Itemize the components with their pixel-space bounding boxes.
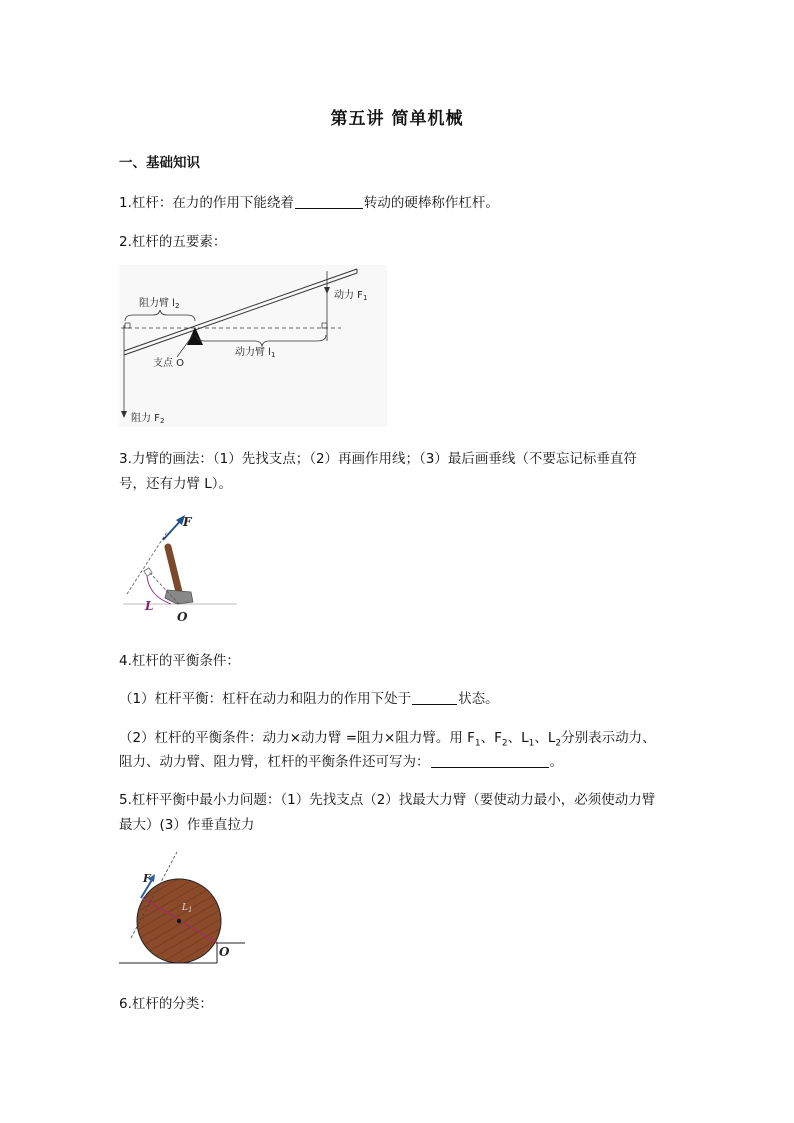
hammer-handle: [168, 547, 179, 592]
item-5-line-2: 最大）(3）作垂直拉力: [119, 817, 255, 833]
right-angle-mark-right: [322, 323, 327, 328]
force-label: F: [183, 515, 192, 529]
answer-blank-3[interactable]: [431, 753, 549, 768]
arm-label: L: [145, 599, 154, 613]
answer-blank-1[interactable]: [295, 194, 363, 209]
right-angle-mark-left: [125, 323, 130, 328]
log-center: [177, 919, 181, 923]
pivot-label: O: [177, 610, 188, 624]
right-angle-mark: [144, 568, 152, 576]
fulcrum-triangle: [187, 327, 203, 345]
lever-diagram: [119, 265, 387, 427]
effort-force-arrow: [324, 287, 330, 294]
resistance-arm-brace: [125, 310, 195, 321]
hammer-diagram: [119, 512, 243, 624]
resistance-arm-label: 阻力臂 $l_2$: [139, 298, 180, 310]
lever-bar-bottom: [124, 273, 357, 355]
item-2: 2.杠杆的五要素：: [119, 234, 227, 250]
item-4-heading: 4.杠杆的平衡条件：: [119, 653, 240, 669]
item-3-line-2: 号，还有力臂 L）。: [119, 476, 233, 492]
resistance-force-arrow: [121, 411, 127, 418]
hammer-head: [165, 590, 193, 604]
lever-diagram-svg: [119, 265, 387, 427]
item-4-p1-before: （1）杠杆平衡：杠杆在动力和阻力的作用下处于: [119, 691, 412, 707]
pivot-label: O: [219, 945, 230, 959]
item-5-line-1: 5.杠杆平衡中最小力问题：（1）先找支点（2）找最大力臂（要使动力最小，必须使动力臂: [119, 792, 656, 808]
item-3-line-1: 3.力臂的画法：（1）先找支点；（2）再画作用线；（3）最后画垂线（不要忘记标垂直符: [119, 451, 637, 467]
effort-force-label: 动力 $F_1$: [334, 290, 368, 302]
item-6: 6.杠杆的分类：: [119, 996, 213, 1012]
page-title: 第五讲 简单机械: [330, 109, 464, 129]
item-1: [119, 193, 499, 213]
force-label: F: [143, 872, 151, 885]
effort-arm-label: 动力臂 $l_1$: [235, 347, 276, 359]
item-1-after: 转动的硬棒称作杠杆。: [363, 195, 499, 211]
item-1-before: 1.杠杆：在力的作用下能绕着: [119, 195, 294, 211]
arm-label: $L_1$: [182, 903, 193, 914]
item-4-p2-line-1: （2）杠杆的平衡条件：动力×动力臂 =阻力×阻力臂。用 $F_1$、$F_2$、$L_1$、$L_2$分别表示动力、: [119, 730, 656, 749]
section-heading: 一、基础知识: [119, 155, 200, 171]
item-4-p2-line-2: 阻力、动力臂、阻力臂，杠杆的平衡条件还可写为： 。: [119, 754, 563, 770]
item-4-p1: [119, 689, 499, 709]
effort-arm-brace: [196, 335, 326, 346]
log-diagram: [119, 848, 249, 966]
lever-bar-top: [124, 269, 357, 351]
resistance-force-label: 阻力 $F_2$: [131, 413, 165, 425]
item-4-p1-after: 状态。: [458, 691, 499, 707]
fulcrum-label: 支点 O: [153, 358, 185, 369]
answer-blank-2[interactable]: [412, 690, 457, 705]
